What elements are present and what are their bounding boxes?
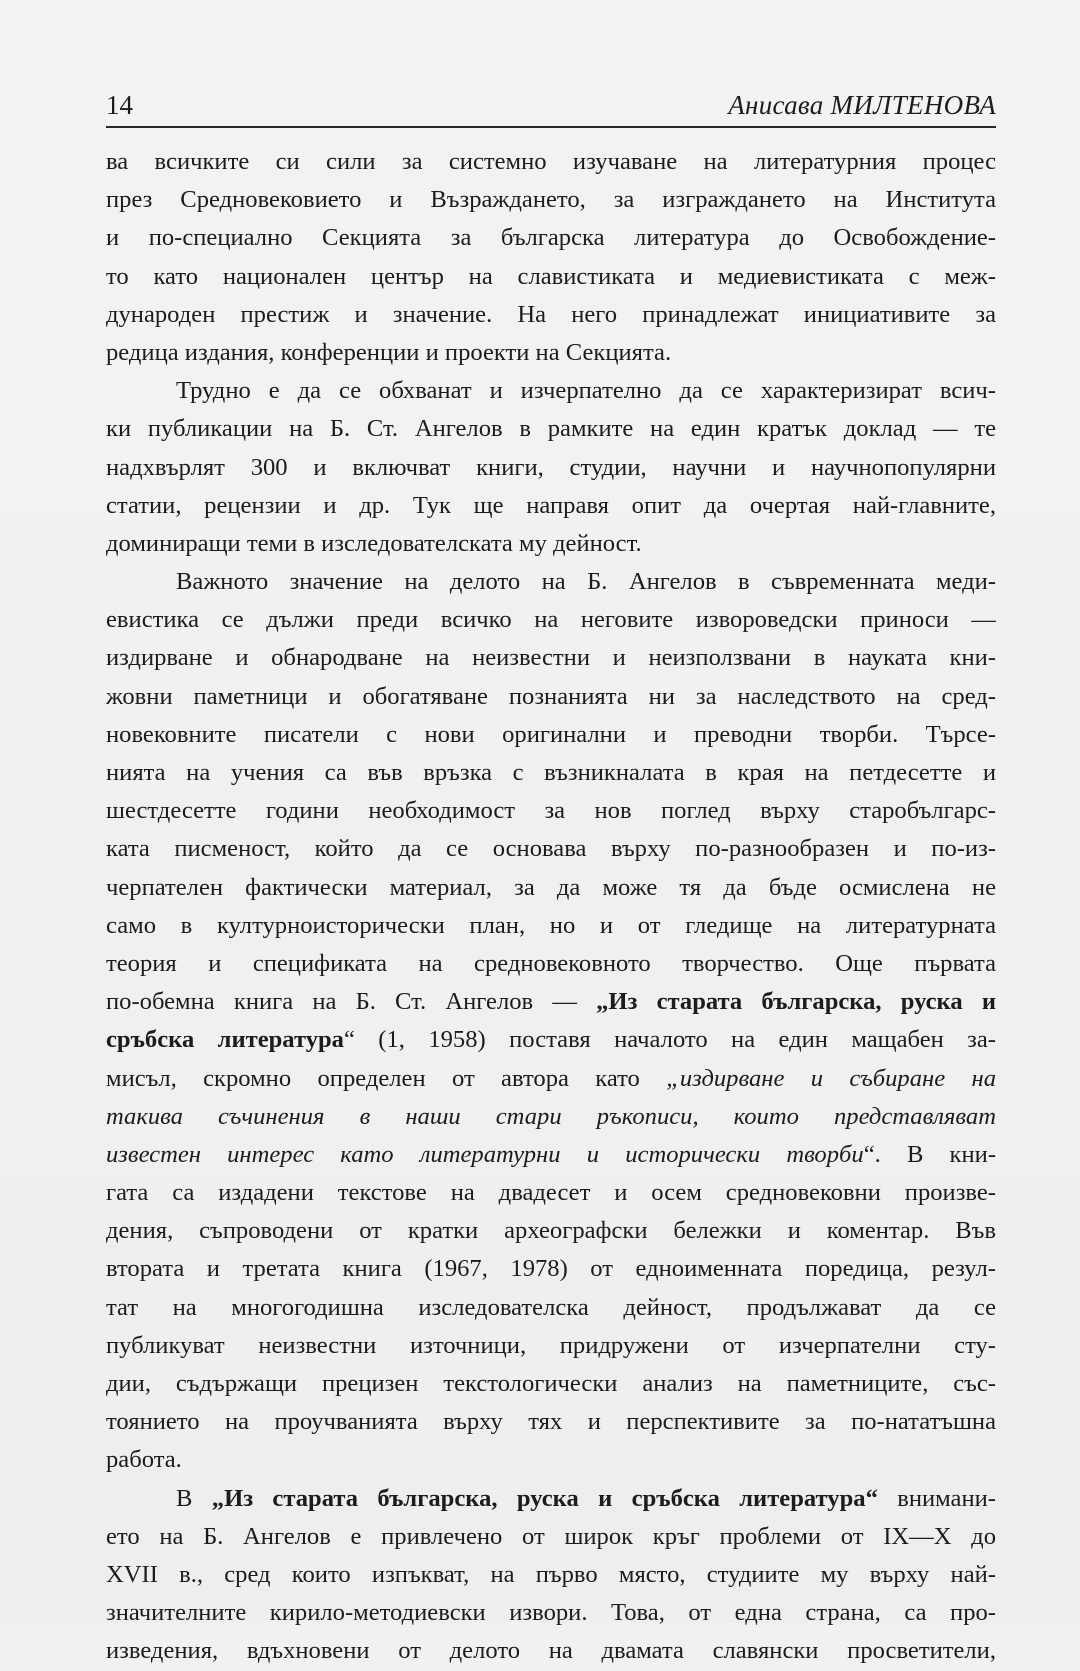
- book-title: „Из старата българска, руска и сръбска литература“: [211, 1484, 878, 1512]
- text-line: публикуват неизвестни източници, придружени от изчерпателни сту-: [106, 1331, 996, 1359]
- quotation-line: такива съчинения в наши стари ръкописи, които представляват: [106, 1102, 996, 1130]
- text-line: [106, 983, 996, 1021]
- text-line: то като национален център на славистиката и медиевистиката с меж-: [106, 262, 996, 290]
- book-title: сръбска литература: [106, 1026, 344, 1054]
- text-line: ето на Б. Ангелов е привлечено от широк кръг проблеми от IX—X до: [106, 1522, 996, 1550]
- text-line: дународен престиж и значение. На него принадлежат инициативите за: [106, 300, 996, 328]
- text-line: Важното значение на делото на Б. Ангелов в съвременната меди-: [176, 568, 996, 596]
- text-line: дения, съпроводени от кратки археографски бележки и коментар. Във: [106, 1217, 996, 1245]
- text-line: работа.: [106, 1446, 182, 1474]
- text-line: [106, 1136, 996, 1174]
- text-line: шестдесетте години необходимост за нов поглед върху старобългарс-: [106, 797, 996, 825]
- text-line: само в културноисторически план, но и от гледище на литературната: [106, 911, 996, 939]
- text-run: мисъл, скромно определен от автора като: [106, 1064, 667, 1092]
- text-run: “ (1, 1958) поставя началото на един мащабен за-: [343, 1026, 996, 1054]
- page-header: [106, 86, 996, 128]
- text-line: новековните писатели с нови оригинални и преводни творби. Търсе-: [106, 720, 996, 748]
- text-run: внимани-: [877, 1484, 996, 1512]
- text-line: [106, 1480, 996, 1518]
- text-line: тат на многогодишна изследователска дейност, продължават да се: [106, 1293, 996, 1321]
- text-line: значителните кирило-методиевски извори. Това, от една страна, са про-: [106, 1599, 996, 1627]
- text-line: ката писменост, който да се основава върху по-разнообразен и по-из-: [106, 835, 996, 863]
- text-line: надхвърлят 300 и включват книги, студии, научни и научнопопулярни: [106, 453, 996, 481]
- text-line: евистика се дължи преди всичко на неговите извороведски приноси —: [106, 606, 996, 634]
- paragraph: [106, 143, 996, 372]
- body-text: [106, 143, 996, 1671]
- paragraph: [106, 1480, 996, 1671]
- text-line: статии, рецензии и др. Тук ще направя опит да очертая най-главните,: [106, 491, 996, 519]
- text-line: тоянието на проучванията върху тях и перспективите за по-нататъшна: [106, 1408, 996, 1436]
- text-line: доминиращи теми в изследователската му дейност.: [106, 529, 642, 557]
- text-line: нията на учения са във връзка с възникналата в края на петдесетте и: [106, 759, 996, 786]
- page-number: 14: [106, 90, 133, 120]
- text-line: черпателен фактически материал, за да може тя да бъде осмислена не: [106, 873, 996, 901]
- text-line: издирване и обнародване на неизвестни и неизползвани в науката кни-: [106, 644, 996, 672]
- text-line: ва всичките си сили за системно изучаване на литературния процес: [106, 148, 996, 175]
- paragraph: [106, 372, 996, 563]
- text-line: гата са издадени текстове на двадесет и осем средновековни произве-: [106, 1179, 996, 1207]
- text-line: през Средновековието и Възраждането, за изграждането на Института: [106, 186, 996, 214]
- text-run: по-обемна книга на Б. Ст. Ангелов —: [106, 988, 597, 1016]
- text-line: изведения, вдъхновени от делото на двамата славянски просветители,: [106, 1637, 996, 1665]
- text-line: втората и третата книга (1967, 1978) от едноименната поредица, резул-: [106, 1255, 996, 1283]
- quotation: „издирване и събиране на: [666, 1064, 996, 1092]
- book-title: „Из старата българска, руска и: [596, 988, 996, 1016]
- text-line: [106, 1021, 996, 1059]
- text-line: и по-специално Секцията за българска литература до Освобождение-: [106, 224, 996, 252]
- text-line: жовни паметници и обогатяване познанията ни за наследството на сред-: [106, 682, 996, 710]
- text-run: В: [176, 1484, 212, 1512]
- text-line: теория и спецификата на средновековното творчество. Още първата: [106, 949, 996, 977]
- quotation: известен интерес като литературни и исторически творби: [106, 1140, 864, 1168]
- text-line: дии, съдържащи прецизен текстологически анализ на паметниците, със-: [106, 1370, 996, 1397]
- running-head: Анисава МИЛТЕНОВА: [728, 90, 996, 120]
- text-line: Трудно е да се обхванат и изчерпателно да се характеризират всич-: [176, 377, 996, 405]
- paragraph: [106, 563, 996, 1480]
- text-line: ки публикации на Б. Ст. Ангелов в рамките на един кратък доклад — те: [106, 415, 996, 443]
- text-line: XVII в., сред които изпъкват, на първо място, студиите му върху най-: [106, 1560, 996, 1588]
- text-run: “. В кни-: [863, 1140, 996, 1168]
- text-line: редица издания, конференции и проекти на Секцията.: [106, 338, 672, 366]
- text-line: [106, 1060, 996, 1098]
